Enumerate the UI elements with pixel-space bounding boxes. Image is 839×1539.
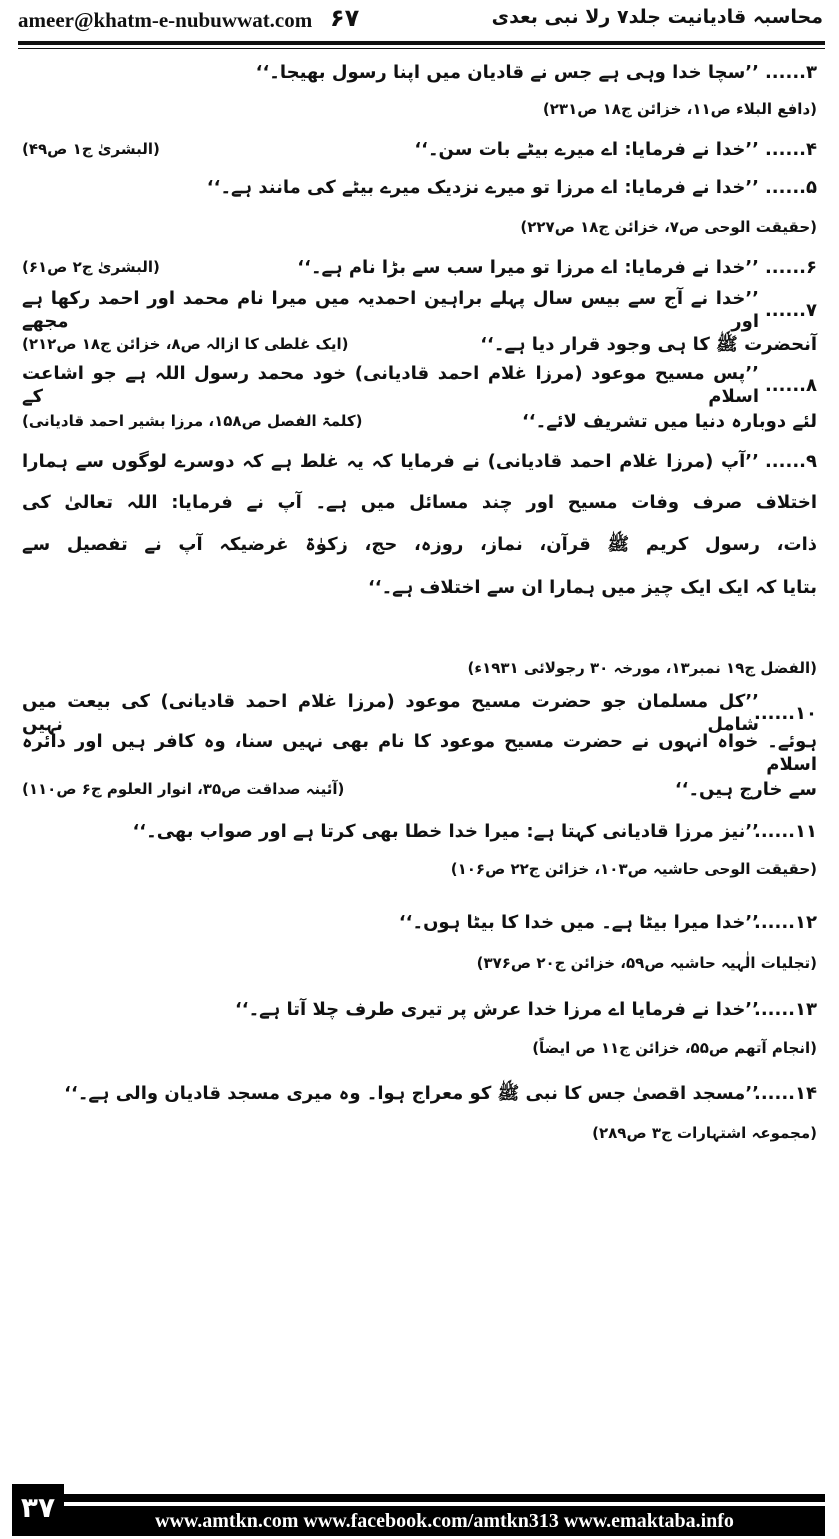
item-text: سے خارج ہیں۔‘‘ [674,779,817,801]
reference-text: (البشریٰ ج۱ ص۴۹) [22,140,160,159]
reference-text: (ایک غلطی کا ازالہ ص۸، خزائن ج۱۸ ص۲۱۲) [22,335,349,354]
item-10-cont [22,770,817,810]
reference-text: (آئینہ صداقت ص۳۵، انوار العلوم ج۶ ص۱۱۰) [22,780,345,799]
header-email: ameer@khatm-e-nubuwwat.com [18,8,313,32]
item-number: ۳...... [764,62,817,84]
item-7-cont [22,325,817,365]
item-14 [22,1074,817,1114]
item-number: ۱۳...... [753,999,817,1021]
item-number: ۹...... [764,451,817,473]
item-9-cont [22,483,817,523]
header-rule [18,41,825,45]
item-text: لئے دوبارہ دنیا میں تشریف لائے۔‘‘ [521,411,817,433]
item-number: ۱۱...... [753,821,817,843]
reference-text: (حقیقت الوحی ص۷، خزائن ج۱۸ ص۲۲۷) [520,218,817,237]
reference-text: (الفضل ج۱۹ نمبر۱۳، مورخہ ۳۰ رجولائی ۱۹۳۱ء) [467,659,817,678]
item-number: ۶...... [764,257,817,279]
item-text: ’’نیز مرزا قادیانی کہتا ہے: میرا خدا خطا بھی کرتا ہے اور صواب بھی۔‘‘ [132,821,759,843]
item-text: ’’خدا نے فرمایا اے مرزا خدا عرش پر تیری طرف چلا آتا ہے۔‘‘ [234,999,759,1021]
book-title: محاسبہ قادیانیت جلد۷ رلا نبی بعدی [491,6,823,28]
item-5 [22,168,817,208]
item-12 [22,903,817,943]
item-text: ’’خدا نے آج سے بیس سال پہلے براہین احمدیہ میں میرا نام محمد اور احمد رکھا ہے اور مجھے [22,288,759,333]
item-3-reference [22,90,817,130]
item-6 [22,248,817,288]
page-header [0,0,839,40]
reference-text: (مجموعہ اشتہارات ج۳ ص۲۸۹) [592,1124,817,1143]
item-8-cont [22,402,817,442]
item-number: ۸...... [764,374,817,396]
reference-text: (تجلیات الٰہیہ حاشیہ ص۵۹، خزائن ج۲۰ ص۳۷۶) [476,954,817,973]
item-11-reference [22,850,817,890]
reference-text: (دافع البلاء ص۱۱، خزائن ج۱۸ ص۲۳۱) [542,100,817,119]
item-text: بتایا کہ ایک ایک چیز میں ہمارا ان سے اختلاف ہے۔‘‘ [367,577,817,599]
item-3 [22,53,817,93]
item-text: آنحضرت ﷺ کا ہی وجود قرار دیا ہے۔‘‘ [480,334,817,356]
reference-text: (کلمۃ الفصل ص۱۵۸، مرزا بشیر احمد قادیانی) [22,412,363,431]
page-footer [0,1484,839,1539]
item-text: ’’پس مسیح موعود (مرزا غلام احمد قادیانی) خود محمد رسول اللہ ہے جو اشاعت اسلام کے [22,363,759,408]
item-number: ۱۲...... [753,912,817,934]
item-text: اختلاف صرف وفات مسیح اور چند مسائل میں ہے۔ آپ نے فرمایا: اللہ تعالیٰ کی [22,492,817,514]
item-number: ۱۴...... [753,1083,817,1105]
reference-text: (حقیقت الوحی حاشیہ ص۱۰۳، خزائن ج۲۲ ص۱۰۶) [450,860,817,879]
item-13-reference [22,1029,817,1069]
item-text: ’’سچا خدا وہی ہے جس نے قادیان میں اپنا رسول بھیجا۔‘‘ [255,62,759,84]
item-14-reference [22,1114,817,1154]
item-text: ’’آپ (مرزا غلام احمد قادیانی) نے فرمایا کہ یہ غلط ہے کہ دوسرے لوگوں سے ہمارا [22,451,759,473]
item-text: ’’خدا نے فرمایا: اے مرزا تو میرا سب سے بڑا نام ہے۔‘‘ [297,257,759,279]
item-number: ۵...... [764,177,817,199]
reference-text: (البشریٰ ج۲ ص۶۱) [22,258,160,277]
item-9-cont [22,568,817,608]
item-text: ’’خدا میرا بیٹا ہے۔ میں خدا کا بیٹا ہوں۔‘‘ [398,912,759,934]
item-9 [22,442,817,482]
footer-links: www.amtkn.com www.facebook.com/amtkn313 www.emaktaba.info [64,1506,825,1536]
item-9-cont [22,525,817,565]
footer-rule [64,1494,825,1502]
item-number: ۴...... [764,139,817,161]
reference-text: (انجام آتھم ص۵۵، خزائن ج۱۱ ص ایضاً) [532,1039,817,1058]
item-text: ہوئے۔ خواہ انہوں نے حضرت مسیح موعود کا نام بھی نہیں سنا، وہ کافر ہیں اور دائرہ اسلام [22,731,817,776]
header-rule-thin [18,48,825,49]
item-11 [22,812,817,852]
item-5-reference [22,208,817,248]
item-text: ’’کل مسلمان جو حضرت مسیح موعود (مرزا غلام احمد قادیانی) کی بیعت میں شامل نہیں [22,691,759,736]
item-text: ’’خدا نے فرمایا: اے میرے بیٹے بات سن۔‘‘ [414,139,759,161]
item-number: ۷...... [764,299,817,321]
item-9-reference [22,649,817,689]
item-text: ذات، رسول کریم ﷺ قرآن، نماز، روزہ، حج، زکوٰۃ غرضیکہ آپ نے تفصیل سے [22,534,817,556]
item-4 [22,130,817,170]
item-text: ’’مسجد اقصیٰ جس کا نبی ﷺ کو معراج ہوا۔ وہ میری مسجد قادیان والی ہے۔‘‘ [64,1083,759,1105]
item-12-reference [22,944,817,984]
item-13 [22,990,817,1030]
item-number: ۱۰...... [753,702,817,724]
header-page-number: ۶۷ [330,4,360,32]
item-text: ’’خدا نے فرمایا: اے مرزا تو میرے نزدیک میرے بیٹے کی مانند ہے۔‘‘ [206,177,759,199]
footer-page-number: ۳۷ [12,1484,64,1536]
